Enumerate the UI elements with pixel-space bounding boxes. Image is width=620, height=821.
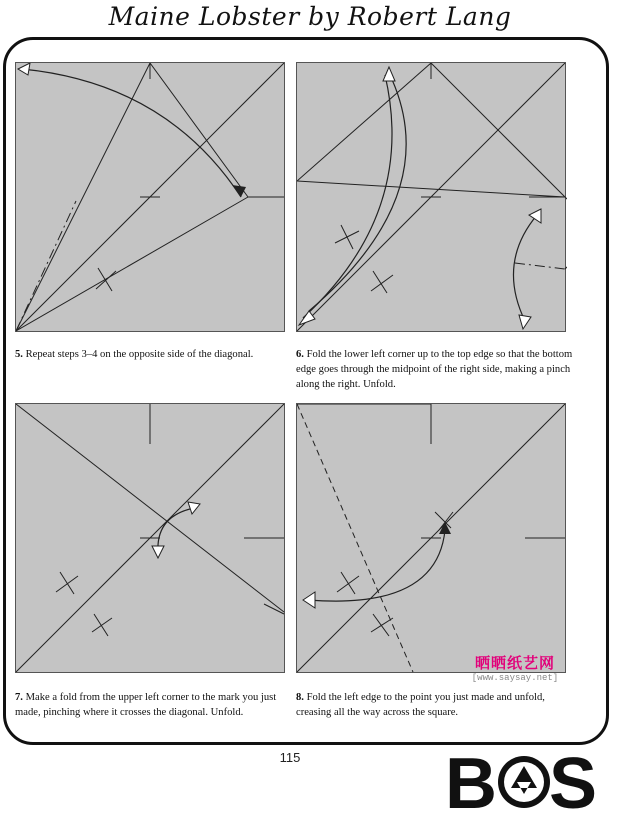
- caption-step-6: [296, 347, 576, 392]
- page-title: Maine Lobster by Robert Lang: [108, 2, 512, 31]
- caption-step-5: [15, 347, 295, 362]
- page-number: 115: [279, 750, 301, 765]
- step-6-number: 6.: [296, 349, 304, 360]
- step-5-text: Repeat steps 3–4 on the opposite side of the diagonal.: [22, 349, 254, 360]
- diagram-step-6: [296, 62, 566, 332]
- caption-step-7: [15, 690, 295, 720]
- step-7-text: Make a fold from the upper left corner to the mark you just made, pinching where it crosses the diagonal. Unfold.: [15, 692, 277, 718]
- svg-text:B: B: [445, 744, 497, 816]
- diagram-step-7: [15, 403, 285, 673]
- step-5-number: 5.: [15, 349, 23, 360]
- watermark-chinese: 晒晒纸艺网: [474, 654, 555, 672]
- watermark-url: [www.saysay.net]: [471, 673, 559, 683]
- step-8-text: Fold the left edge to the point you just made and unfold, creasing all the way across the square.: [296, 692, 545, 718]
- diagram-step-5: [15, 62, 285, 332]
- caption-step-8: [296, 690, 576, 720]
- step-7-number: 7.: [15, 692, 23, 703]
- svg-text:S: S: [549, 744, 595, 816]
- step-8-number: 8.: [296, 692, 304, 703]
- watermark: [460, 652, 570, 683]
- diagram-step-8: [296, 403, 566, 673]
- bos-logo: [445, 742, 595, 816]
- step-6-text: Fold the lower left corner up to the top edge so that the bottom edge goes through the midpoint of the right side, making a pinch along the right. Unfold.: [296, 349, 573, 390]
